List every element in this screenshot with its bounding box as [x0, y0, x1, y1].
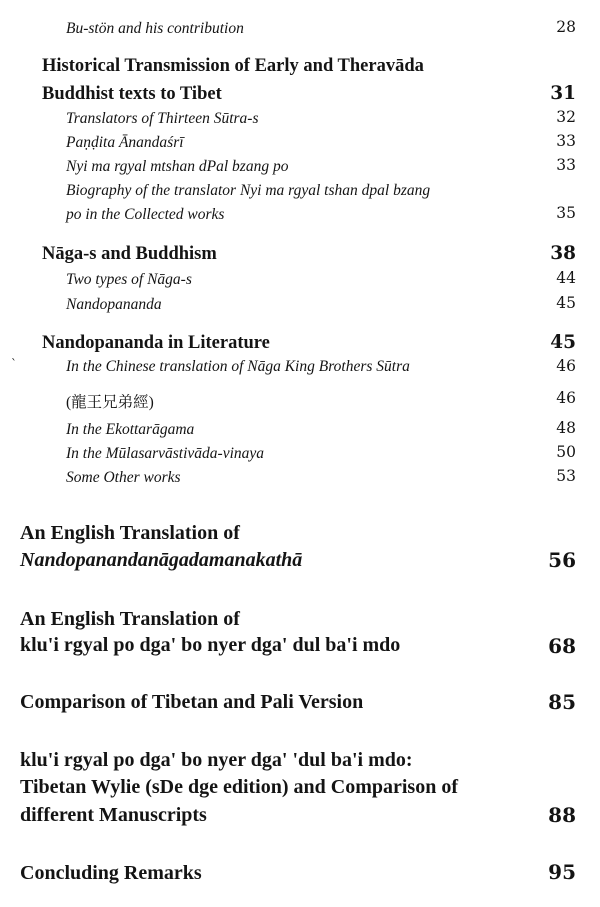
toc-heading-naga: Nāga-s and Buddhism: [42, 244, 217, 264]
toc-chapter-wylie-line3: different Manuscripts: [20, 804, 207, 826]
toc-chapter-concluding: Concluding Remarks: [20, 862, 202, 884]
page-number: 33: [556, 132, 576, 150]
page-number: 48: [556, 419, 576, 437]
page-number: 33: [556, 156, 576, 174]
toc-entry-translators: Translators of Thirteen Sūtra-s: [66, 110, 259, 127]
page-number: 53: [556, 467, 576, 485]
toc-entry-other: Some Other works: [66, 469, 181, 486]
page-number: 95: [548, 860, 576, 884]
toc-chapter-english-1-line1: An English Translation of: [20, 522, 240, 544]
page-number: 45: [550, 332, 576, 353]
page-number: 35: [556, 204, 576, 222]
page-number: 32: [556, 108, 576, 126]
toc-entry-biography-line1: Biography of the translator Nyi ma rgyal tshan dpal bzang: [66, 182, 431, 199]
toc-chapter-english-2-line2: klu'i rgyal po dga' bo nyer dga' dul ba'i mdo: [20, 634, 401, 656]
toc-chapter-english-1-line2: Nandopanandanāgadamanakathā: [20, 549, 303, 571]
page-number: 46: [556, 389, 576, 407]
toc-entry-nyima: Nyi ma rgyal mtshan dPal bzang po: [66, 158, 289, 175]
stray-mark: `: [11, 357, 17, 371]
toc-chapter-wylie-line2: Tibetan Wylie (sDe dge edition) and Comparison of: [20, 776, 458, 798]
page-number: 45: [556, 294, 576, 312]
page-number: 31: [550, 83, 576, 104]
toc-chapter-comparison: Comparison of Tibetan and Pali Version: [20, 691, 364, 713]
toc-entry-chinese-title: (龍王兄弟經): [66, 394, 154, 411]
toc-entry-nandopananda: Nandopananda: [66, 296, 162, 313]
toc-entry-chinese: In the Chinese translation of Nāga King Brothers Sūtra: [66, 358, 410, 375]
toc-heading-historical-line1: Historical Transmission of Early and Theravāda: [42, 56, 424, 76]
toc-entry-mula: In the Mūlasarvāstivāda-vinaya: [66, 445, 265, 462]
page-number: 85: [548, 690, 576, 714]
page-number: 68: [548, 634, 576, 658]
page-number: 88: [548, 803, 576, 827]
toc-entry-pandita: Paṇḍita Ānandaśrī: [66, 134, 184, 151]
page-number: 28: [556, 18, 576, 36]
toc-entry-two-types: Two types of Nāga-s: [66, 271, 192, 288]
toc-entry-ekottara: In the Ekottarāgama: [66, 421, 195, 438]
toc-chapter-english-2-line1: An English Translation of: [20, 608, 240, 630]
toc-entry-bu-ston: Bu-stön and his contribution: [66, 20, 244, 37]
page-number: 50: [556, 443, 576, 461]
toc-heading-historical-line2: Buddhist texts to Tibet: [42, 84, 222, 104]
toc-entry-biography-line2: po in the Collected works: [66, 206, 225, 223]
page-number: 38: [550, 243, 576, 264]
page-number: 44: [556, 269, 576, 287]
page-number: 46: [556, 357, 576, 375]
page-number: 56: [548, 548, 576, 572]
toc-heading-literature: Nandopananda in Literature: [42, 333, 270, 353]
toc-chapter-wylie-line1: klu'i rgyal po dga' bo nyer dga' 'dul ba'i mdo:: [20, 749, 413, 771]
